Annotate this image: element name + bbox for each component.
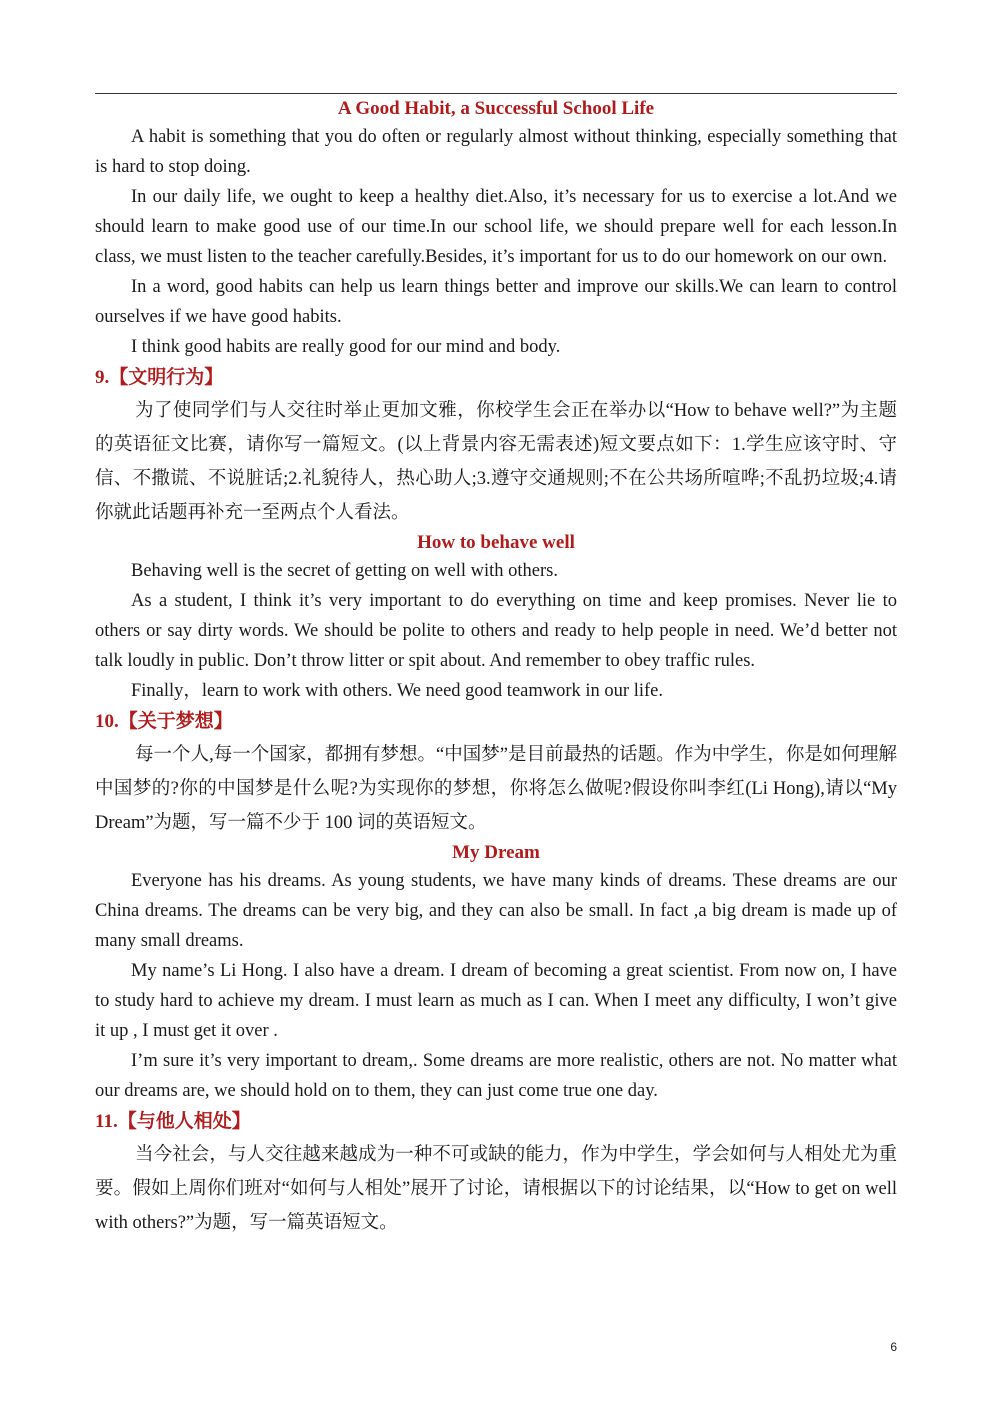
essay-title-good-habit: A Good Habit, a Successful School Life [337,98,655,119]
paragraph: I’m sure it’s very important to dream,. Some dreams are more realistic, others are not. No matter what our dreams are, we should hold on to them, they can just come true one day. [95,1051,897,1101]
essay-title-my-dream: My Dream [452,842,540,863]
paragraph: A habit is something that you do often or regularly almost without thinking, especially something that is hard to stop doing. [95,127,897,177]
essay-title-behave-well: How to behave well [417,532,575,553]
paragraph: My name’s Li Hong. I also have a dream. I dream of becoming a great scientist. From now on, I have to study hard to achieve my dream. I must learn as much as I can. When I meet any difficulty, I won’t give it up , I must get it over . [95,961,897,1041]
paragraph: In a word, good habits can help us learn things better and improve our skills.We can learn to control ourselves if we have good habits. [95,277,897,327]
prompt-paragraph: 当今社会，与人交往越来越成为一种不可或缺的能力，作为中学生，学会如何与人相处尤为重要。假如上周你们班对“如何与人相处”展开了讨论，请根据以下的讨论结果，以“How to get on well with others?”为题，写一篇英语短文。 [95,1145,897,1233]
page-number: 6 [890,1340,897,1354]
section-heading-10: 10.【关于梦想】 [95,711,233,732]
paragraph: I think good habits are really good for our mind and body. [131,337,561,357]
document-page [95,93,897,1240]
prompt-paragraph: 每一个人,每一个国家，都拥有梦想。“中国梦”是目前最热的话题。作为中学生，你是如何理解中国梦的?你的中国梦是什么呢?为实现你的梦想，你将怎么做呢?假设你叫李红(Li Hong),请以“My Dream”为题，写一篇不少于 100 词的英语短文。 [95,745,897,833]
paragraph: Finally，learn to work with others. We need good teamwork in our life. [131,681,663,701]
paragraph: Behaving well is the secret of getting on well with others. [131,561,558,581]
section-heading-9: 9.【文明行为】 [95,367,224,388]
paragraph: As a student, I think it’s very important to do everything on time and keep promises. Never lie to others or say dirty words. We should be polite to others and ready to help people in need. We’d better not talk loudly in public. Don’t throw litter or spit about. And remember to obey traffic rules. [95,591,897,671]
header-rule [95,93,897,94]
section-heading-11: 11.【与他人相处】 [95,1111,251,1132]
paragraph: In our daily life, we ought to keep a healthy diet.Also, it’s necessary for us to exercise a lot.And we should learn to make good use of our time.In our school life, we should prepare well for each lesson.In class, we must listen to the teacher carefully.Besides, it’s important for us to do our homework on our own. [95,187,897,267]
paragraph: Everyone has his dreams. As young students, we have many kinds of dreams. These dreams are our China dreams. The dreams can be very big, and they can also be small. In fact ,a big dream is made up of many small dreams. [95,871,897,951]
prompt-paragraph: 为了使同学们与人交往时举止更加文雅，你校学生会正在举办以“How to behave well?”为主题的英语征文比赛，请你写一篇短文。(以上背景内容无需表述)短文要点如下：1.学生应该守时、守信、不撒谎、不说脏话;2.礼貌待人，热心助人;3.遵守交通规则;不在公共场所喧哗;不乱扔垃圾;4.请你就此话题再补充一至两点个人看法。 [95,401,897,523]
